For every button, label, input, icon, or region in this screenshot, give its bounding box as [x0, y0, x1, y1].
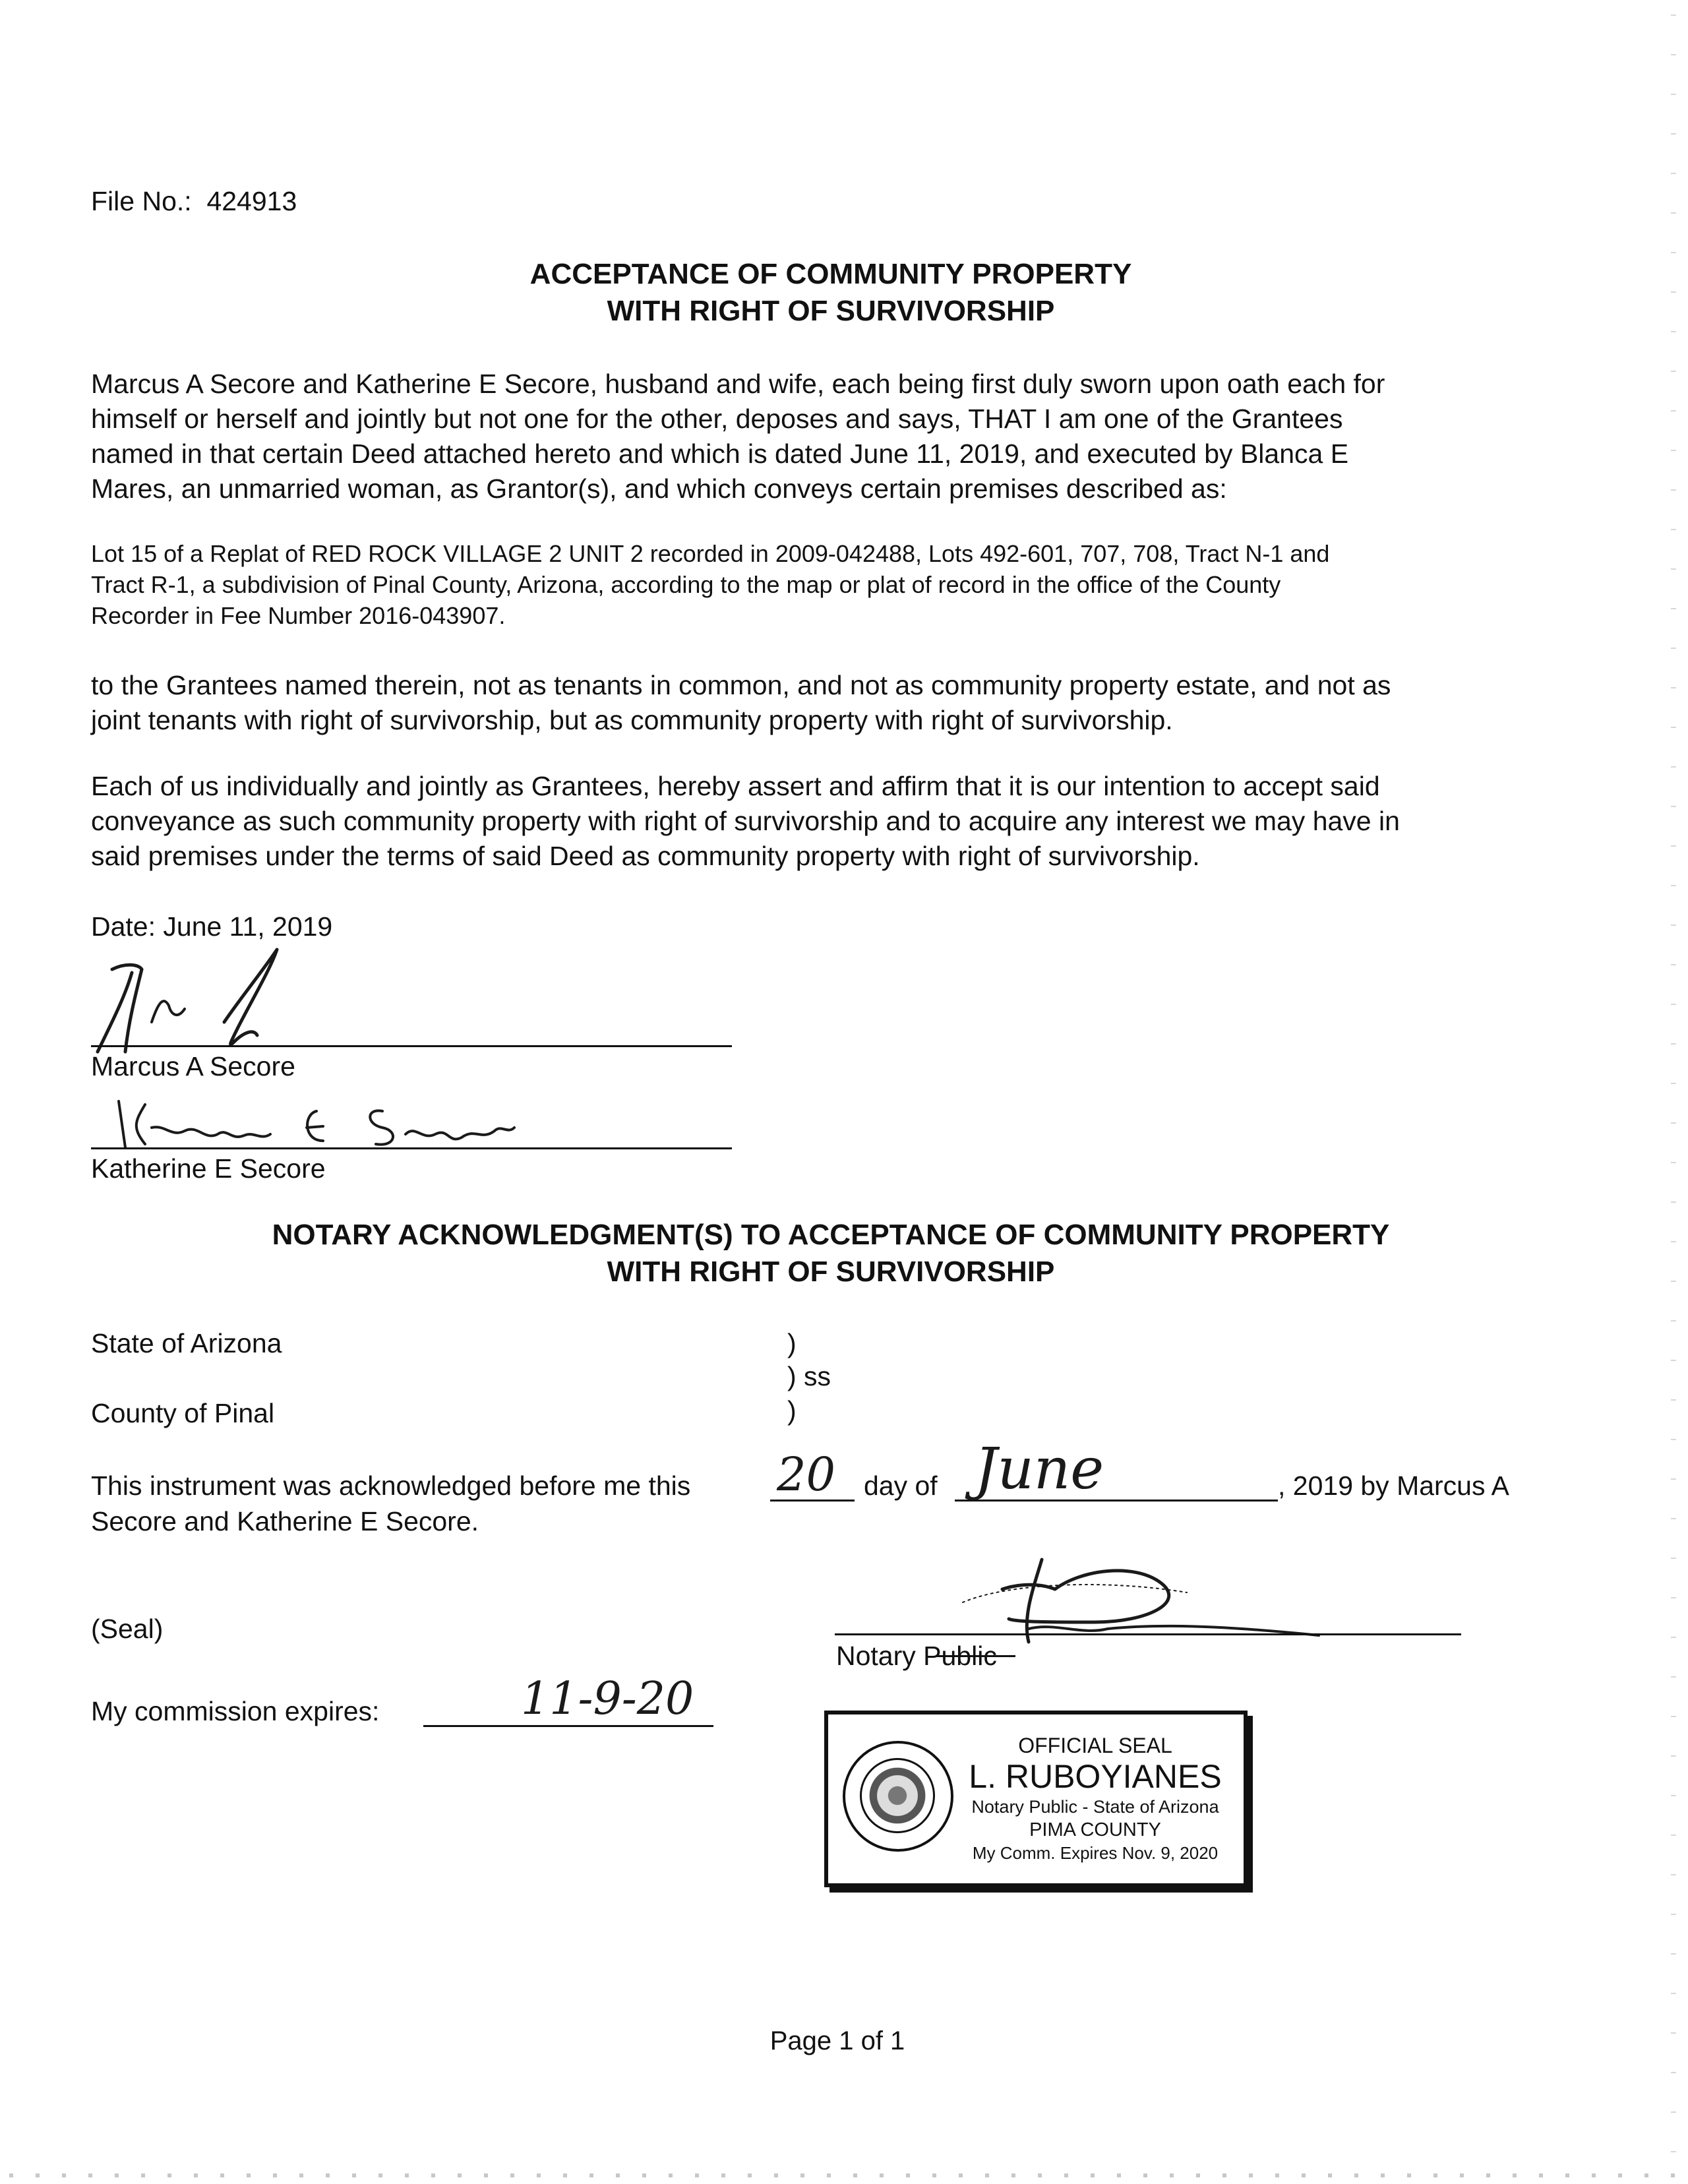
document-date: Date: June 11, 2019: [91, 911, 333, 942]
seal-notary-title: Notary Public - State of Arizona: [971, 1797, 1219, 1817]
document-title-line1: ACCEPTANCE OF COMMUNITY PROPERTY: [529, 258, 1132, 290]
venue-state: State of Arizona: [91, 1328, 282, 1358]
intro-line: named in that certain Deed attached hereto and which is dated June 11, 2019, and executed by Blanca E: [91, 439, 1349, 469]
seal-heading: OFFICIAL SEAL: [1018, 1734, 1172, 1757]
file-number-label: File No.:: [91, 186, 192, 216]
legal-description-line: Recorder in Fee Number 2016-043907.: [91, 602, 506, 629]
notary-signature-line: [835, 1633, 1461, 1635]
state-seal-center: [860, 1758, 935, 1833]
notary-title-line1: NOTARY ACKNOWLEDGMENT(S) TO ACCEPTANCE OF COMMUNITY PROPERTY: [272, 1219, 1390, 1251]
signer-name-marcus: Marcus A Secore: [91, 1051, 295, 1081]
seal-notary-name: L. RUBOYIANES: [969, 1758, 1222, 1795]
file-number-value: 424913: [206, 186, 297, 216]
affirm-line: Each of us individually and jointly as Grantees, hereby assert and affirm that it is our intention to accept said: [91, 771, 1380, 801]
notary-public-label: Notary Public: [836, 1641, 997, 1671]
commission-label: My commission expires:: [91, 1696, 380, 1726]
seal-county: PIMA COUNTY: [1029, 1819, 1161, 1840]
venue-paren: ): [787, 1328, 797, 1358]
state-seal-emblem: [843, 1741, 953, 1852]
ack-line2: Secore and Katherine E Secore.: [91, 1506, 479, 1536]
grantees-line: to the Grantees named therein, not as tenants in common, and not as community property estate, and not as: [91, 670, 1391, 700]
affirm-line: said premises under the terms of said Deed as community property with right of survivorship.: [91, 841, 1200, 871]
official-seal-stamp: [824, 1711, 1248, 1887]
seal-expiration: My Comm. Expires Nov. 9, 2020: [972, 1843, 1219, 1863]
grantees-line: joint tenants with right of survivorship, but as community property with right of survivorship.: [91, 705, 1173, 735]
ack-suffix: , 2019 by Marcus A: [1278, 1471, 1509, 1501]
notary-label-strike: [936, 1655, 1015, 1657]
intro-line: Mares, an unmarried woman, as Grantor(s), and which conveys certain premises described as:: [91, 473, 1227, 504]
scan-edge-artifact: [1671, 0, 1676, 2184]
venue-county: County of Pinal: [91, 1398, 275, 1428]
commission-date-line: [423, 1725, 713, 1727]
ack-month-handwritten: June: [975, 1436, 1104, 1502]
venue-ss: ) ss: [787, 1361, 831, 1391]
signature-line-katherine: [91, 1147, 732, 1149]
signature-line-marcus: [91, 1045, 732, 1047]
signer-name-katherine: Katherine E Secore: [91, 1153, 326, 1184]
scan-bottom-artifact: [0, 2173, 1688, 2177]
affirm-line: conveyance as such community property with right of survivorship and to acquire any interest we may have in: [91, 806, 1400, 836]
signature-marcus: [86, 943, 336, 1062]
legal-description-line: Lot 15 of a Replat of RED ROCK VILLAGE 2 UNIT 2 recorded in 2009-042488, Lots 492-601, 707, 708, Tract N-1 and: [91, 540, 1330, 567]
ack-day-handwritten: 20: [777, 1447, 836, 1502]
ack-day-of: day of: [864, 1471, 938, 1501]
ack-prefix: This instrument was acknowledged before me this: [91, 1471, 691, 1501]
commission-date-handwritten: 11-9-20: [521, 1673, 694, 1725]
legal-description-line: Tract R-1, a subdivision of Pinal County, Arizona, according to the map or plat of record in the office of the County: [91, 571, 1281, 598]
page-number: Page 1 of 1: [769, 2026, 905, 2055]
document-title-line2: WITH RIGHT OF SURVIVORSHIP: [607, 295, 1055, 327]
seal-label: (Seal): [91, 1614, 164, 1644]
signature-katherine: [106, 1088, 554, 1154]
notary-title-line2: WITH RIGHT OF SURVIVORSHIP: [607, 1256, 1055, 1288]
venue-paren: ): [787, 1395, 797, 1426]
file-number: [91, 183, 297, 220]
intro-line: Marcus A Secore and Katherine E Secore, husband and wife, each being first duly sworn upon oath each for: [91, 369, 1385, 399]
intro-line: himself or herself and jointly but not one for the other, deposes and says, THAT I am one of the Grantees: [91, 404, 1343, 434]
